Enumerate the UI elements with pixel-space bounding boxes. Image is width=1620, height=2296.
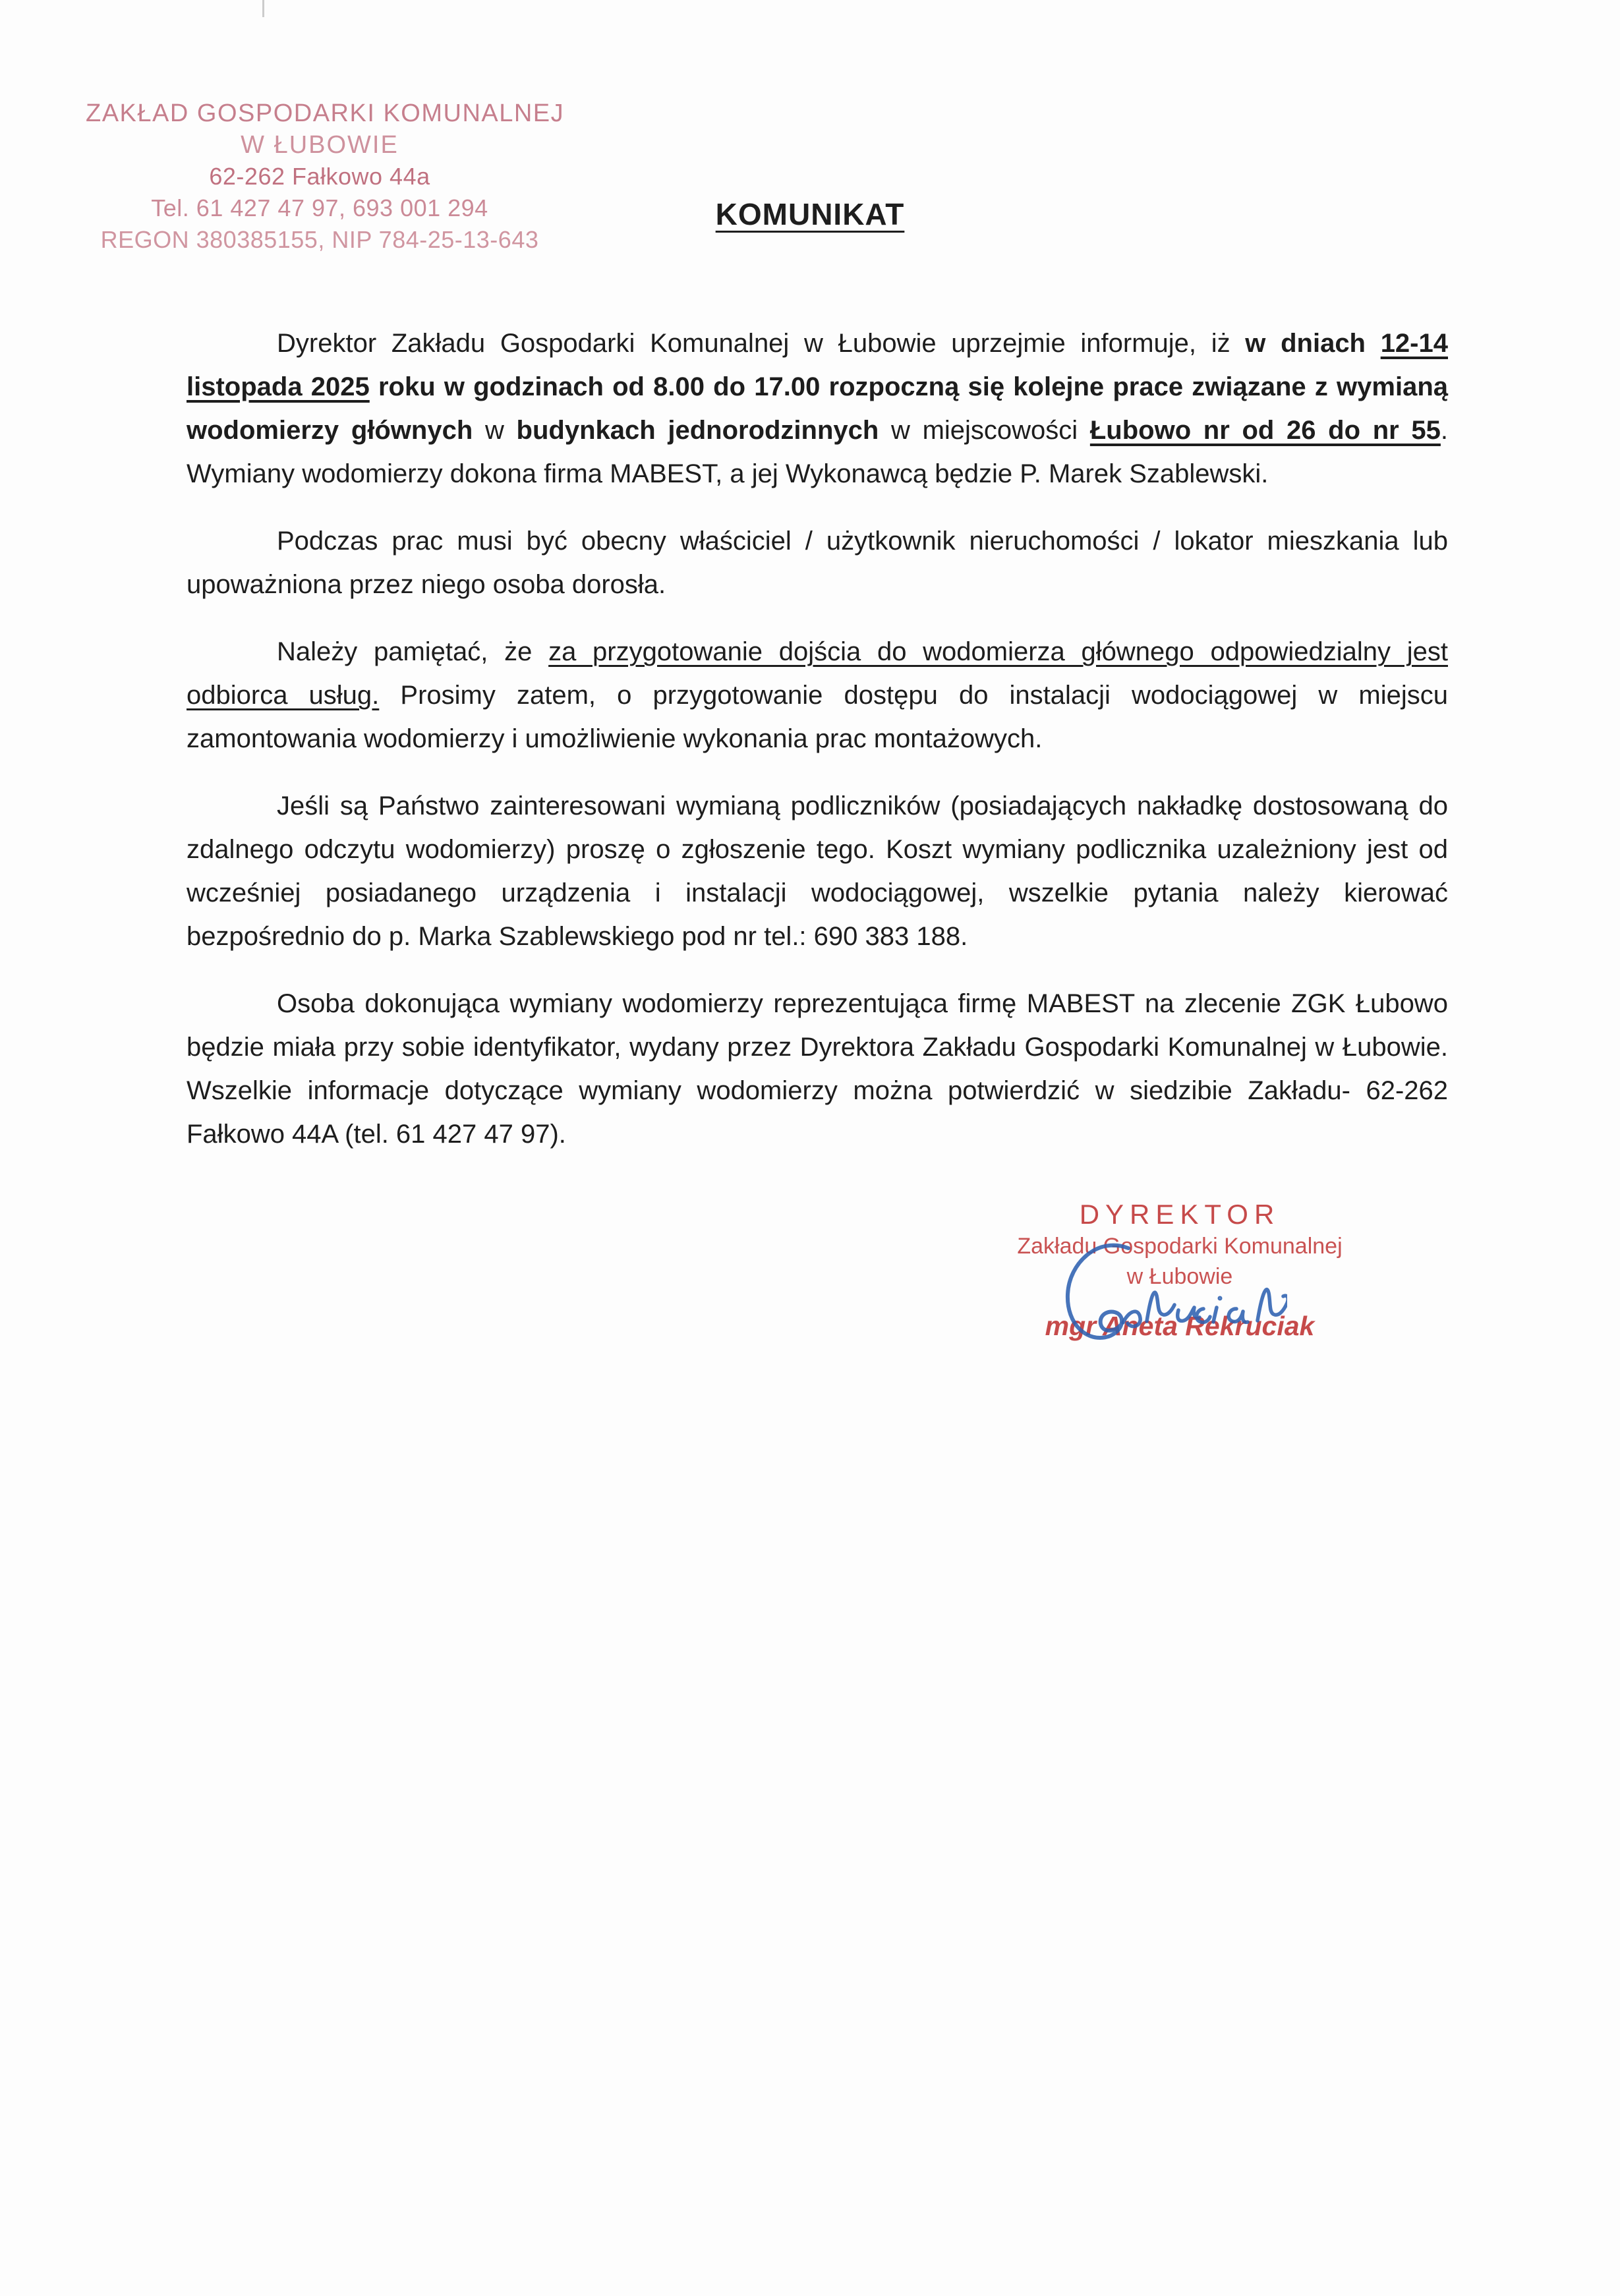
stamp-regon-nip: REGON 380385155, NIP 784-25-13-643: [100, 226, 539, 253]
organization-stamp: [86, 98, 565, 256]
text-run: roku w godzinach od 8.00 do 17.00 rozpoczną się kolejne prace związane z wymianą wodomierzy głównych: [187, 372, 1448, 445]
text-run: Osoba dokonująca wymiany wodomierzy reprezentująca firmę MABEST na zlecenie ZGK Łubowo będzie miała przy sobie identyfikator, wydany przez Dyrektora Zakładu Gospodarki Komunalnej w Łubowie. Wszelkie informacje dotyczące wymiany wodomierzy można potwierdzić w siedzibie Zakładu- 62-262 Fałkowo 44A (tel. 61 427 47 97).: [187, 989, 1448, 1149]
text-run: Łubowo nr od 26 do nr 55: [1089, 416, 1441, 445]
document-title: KOMUNIKAT: [715, 197, 905, 231]
paragraph: [187, 982, 1448, 1156]
text-run: w dniach: [1245, 329, 1381, 358]
signature-name: mgr Aneta Rekruciak: [1045, 1311, 1315, 1341]
text-run: Jeśli są Państwo zainteresowani wymianą podliczników (posiadających nakładkę dostosowaną do zdalnego odczytu wodomierzy) proszę o zgłoszenie tego. Koszt wymiany podlicznika uzależniony jest od wcześniej posiadanego urządzenia i instalacji wodociągowej, wszelkie pytania należy kierować bezpośrednio do p. Marka Szablewskiego pod nr tel.: 690 383 188.: [187, 791, 1448, 951]
paragraph: [187, 784, 1448, 958]
text-run: Dyrektor Zakładu Gospodarki Komunalnej w Łubowie uprzejmie informuje, iż: [277, 329, 1246, 358]
stamp-phone: Tel. 61 427 47 97, 693 001 294: [151, 194, 488, 221]
text-run: w miejscowości: [879, 416, 1090, 445]
signature-role: DYREKTOR: [1079, 1199, 1281, 1230]
text-run: Należy pamiętać, że: [277, 637, 549, 666]
paragraph: [187, 519, 1448, 606]
signature-block: [982, 1198, 1377, 1342]
signature-org-line2: w Łubowie: [1126, 1264, 1233, 1289]
stamp-address: 62-262 Fałkowo 44a: [209, 163, 430, 190]
signature-org-line1: Zakładu Gospodarki Komunalnej: [1017, 1234, 1343, 1259]
paragraph: [187, 630, 1448, 761]
scan-artifact-line: [262, 0, 264, 17]
text-run: budynkach jednorodzinnych: [516, 416, 879, 445]
text-run: w: [484, 416, 517, 445]
text-run: . Wymiany wodomierzy dokona firma MABEST, a jej Wykonawcą będzie P. Marek Szablewski.: [187, 416, 1449, 488]
text-run: Prosimy zatem, o przygotowanie dostępu do instalacji wodociągowej w miejscu zamontowania wodomierzy i umożliwienie wykonania prac montażowych.: [187, 681, 1449, 753]
stamp-org-name: ZAKŁAD GOSPODARKI KOMUNALNEJ: [86, 100, 565, 127]
document-body: [187, 322, 1448, 1180]
stamp-org-city: W ŁUBOWIE: [241, 131, 399, 159]
text-run: 12-14 listopada 2025: [187, 329, 1448, 401]
text-run: za przygotowanie dojścia do wodomierza głównego odpowiedzialny jest odbiorca usług.: [187, 637, 1448, 710]
paragraph: [187, 322, 1448, 496]
text-run: Podczas prac musi być obecny właściciel / użytkownik nieruchomości / lokator mieszkania lub upoważniona przez niego osoba dorosła.: [187, 527, 1448, 599]
